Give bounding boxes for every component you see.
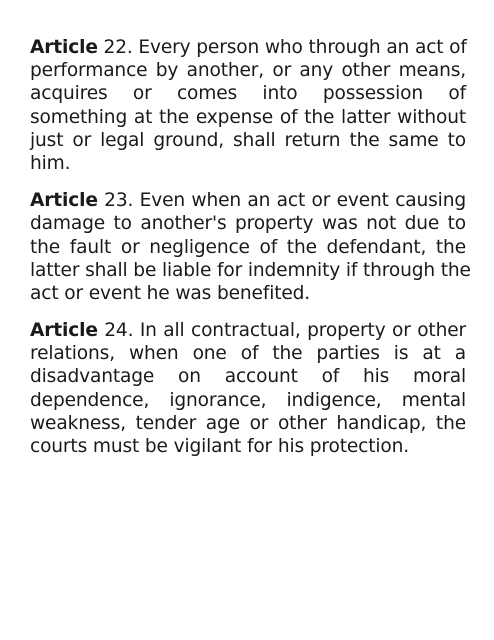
text-line: disadvantage on account of his moral bbox=[30, 366, 466, 388]
text-line: the fault or negligence of the defendant, the bbox=[30, 236, 466, 258]
text-line: latter shall be liable for indemnity if through the bbox=[30, 259, 471, 281]
article-22 bbox=[30, 36, 466, 175]
text-line: something at the expense of the latter without bbox=[30, 106, 466, 128]
text-line: courts must be vigilant for his protection. bbox=[30, 436, 410, 457]
text-line: acquires or comes into possession of bbox=[30, 83, 466, 105]
text-run: 24. In all contractual, property or other bbox=[97, 320, 466, 342]
article-23 bbox=[30, 189, 471, 305]
text-line: dependence, ignorance, indigence, mental bbox=[30, 389, 466, 411]
document-page bbox=[30, 36, 471, 472]
text-line: act or event he was benefited. bbox=[30, 282, 311, 304]
text-line: weakness, tender age or other handicap, the bbox=[30, 412, 466, 434]
text-line bbox=[30, 319, 466, 342]
text-line: him. bbox=[30, 152, 71, 174]
text-line: damage to another's property was not due to bbox=[30, 213, 466, 235]
article-24 bbox=[30, 319, 466, 458]
article-heading: Article bbox=[30, 320, 98, 342]
text-line bbox=[30, 36, 466, 59]
article-heading: Article bbox=[30, 37, 98, 58]
text-line bbox=[30, 189, 466, 212]
text-line: relations, when one of the parties is at a bbox=[30, 343, 466, 365]
article-heading: Article bbox=[30, 190, 98, 212]
text-line: just or legal ground, shall return the same to bbox=[30, 129, 466, 151]
text-line: performance by another, or any other means, bbox=[30, 60, 466, 82]
text-run: 22. Every person who through an act of bbox=[97, 37, 467, 58]
text-run: 23. Even when an act or event causing bbox=[97, 190, 466, 212]
